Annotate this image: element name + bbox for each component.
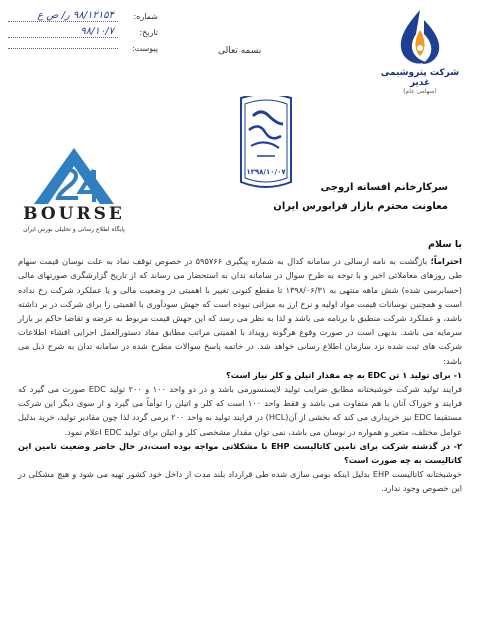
letter-body bbox=[18, 238, 462, 496]
recipient-block bbox=[273, 178, 448, 216]
answer-1: فرایند تولید شرکت خوشبختانه مطابق ضرایب تولید لایسنسورمی باشد و در دو واحد ۱۰۰ و ۲۰۰ تولید EDC صورت می گیرد که فرایند و خوراک آنان با هم متفاوت می باشد و فقط واحد ۱۰۰ است که کلر و اتیلن را توأماً می گیرد و از سوی دیگر این شرکت مستقیما EDC نیز خریداری می کند که بخشی از آن(HCL) در فرایند تولید به واحد ۲۰۰ برمی گردد لذا چون مقادیر تولید، خرید بدلیل عوامل مختلف، متغیر و همواره در نوسان می باشد، نمی توان مقدار مشخصی کلر و اتیلن برای تولید EDC اعلام نمود. bbox=[18, 384, 462, 437]
bourse-logo bbox=[14, 146, 134, 238]
attachment-label: پیوست: bbox=[131, 43, 158, 53]
petrochemical-logo-icon bbox=[394, 8, 446, 66]
attachment-row bbox=[8, 40, 158, 56]
stamp-date: ۱۳۹۸/۱۰/۰۷ bbox=[246, 168, 286, 176]
bourse-tagline: پایگاه اطلاع رسانی و تحلیلی بورس ایران bbox=[23, 226, 125, 233]
greeting: با سلام bbox=[428, 239, 462, 250]
letter-meta bbox=[8, 8, 158, 56]
date-value: ۹۸/۱۰/۷ bbox=[8, 26, 118, 38]
question-2: ۲- در گذشته شرکت برای تامین کاتالیست EHP با مشکلاتی مواجه بوده است،در حال حاضر وضعیت تامین این کاتالیست به چه صورت است؟ bbox=[18, 440, 462, 466]
number-row bbox=[8, 8, 158, 24]
intro-text: بازگشت به نامه ارسالی در سامانه کدال به شماره پیگیری ۵۹۵۷۶۶ در خصوص توقف نماد به علت نوسان قیمت سهام طی روزهای معاملاتی اخیر و با توجه به طرح سوال در سامانه تدان به استحضار می رساند که از تاریخ گزارشگری صورتهای مالی (حسابرسی شده) شش ماهه منتهی به ۱۳۹۸/۰۶/۳۱ تا مقطع کنونی تغییر با اهمیتی در وضعیت مالی و یا عملکرد شرکت رخ نداده است و همچنین نوسانات قیمت مواد اولیه و نرخ ارز به میزانی نبوده است که جهش سودآوری با اهمیتی را برای شرکت در بر داشته باشد، و عملکرد شرکت منطبق با برنامه می باشد و لذا به نظر می رسد که این جهش قیمت مربوط به عرضه و تقاضا حاکم بر بازار سرمایه می باشد. بدیهی است در صورت وقوع هرگونه رویداد با اهمیتی مراتب مطابق مفاد دستورالعمل اجرایی افشاء اطلاعات شرکت های ثبت شده نزد سازمان اطلاع رسانی خواهد شد. در خاتمه پاسخ سوالات مطرح شده در سامانه تدان به شرح ذیل می باشد: bbox=[18, 256, 462, 366]
intro-lead: احتراماً؛ bbox=[430, 256, 462, 267]
company-type: (سهامی عام) bbox=[403, 88, 437, 95]
bismillah: بسمه تعالی bbox=[218, 46, 262, 56]
number-value: ۹۸/۱۲۱۵۴ ر/ ص ع bbox=[8, 10, 118, 22]
question-1: ۱- برای تولید ۱ تن EDC به چه مقدار اتیلن و کلر نیاز است؟ bbox=[226, 369, 462, 380]
paragraph-intro bbox=[18, 254, 462, 368]
date-row bbox=[8, 24, 158, 40]
date-label: تاریخ: bbox=[139, 27, 158, 37]
recipient-title: معاونت محترم بازار فرابورس ایران bbox=[273, 201, 448, 212]
company-name: شرکت پتروشیمی غدیر bbox=[380, 68, 460, 88]
attachment-value bbox=[8, 48, 118, 49]
bourse-24-icon bbox=[14, 146, 134, 208]
company-logo bbox=[380, 8, 460, 100]
bourse-wordmark: BOURSE bbox=[23, 204, 125, 224]
number-label: شماره: bbox=[133, 11, 158, 21]
recipient-name: سرکارخانم افسانه اروجی bbox=[320, 182, 448, 193]
answer-2: خوشبختانه کاتالیست EHP بدلیل اینکه بومی سازی شده طی قرارداد بلند مدت از داخل خود کشور تهیه می شود و هیچ مشکلی در این خصوص وجود ندارد. bbox=[18, 469, 462, 494]
